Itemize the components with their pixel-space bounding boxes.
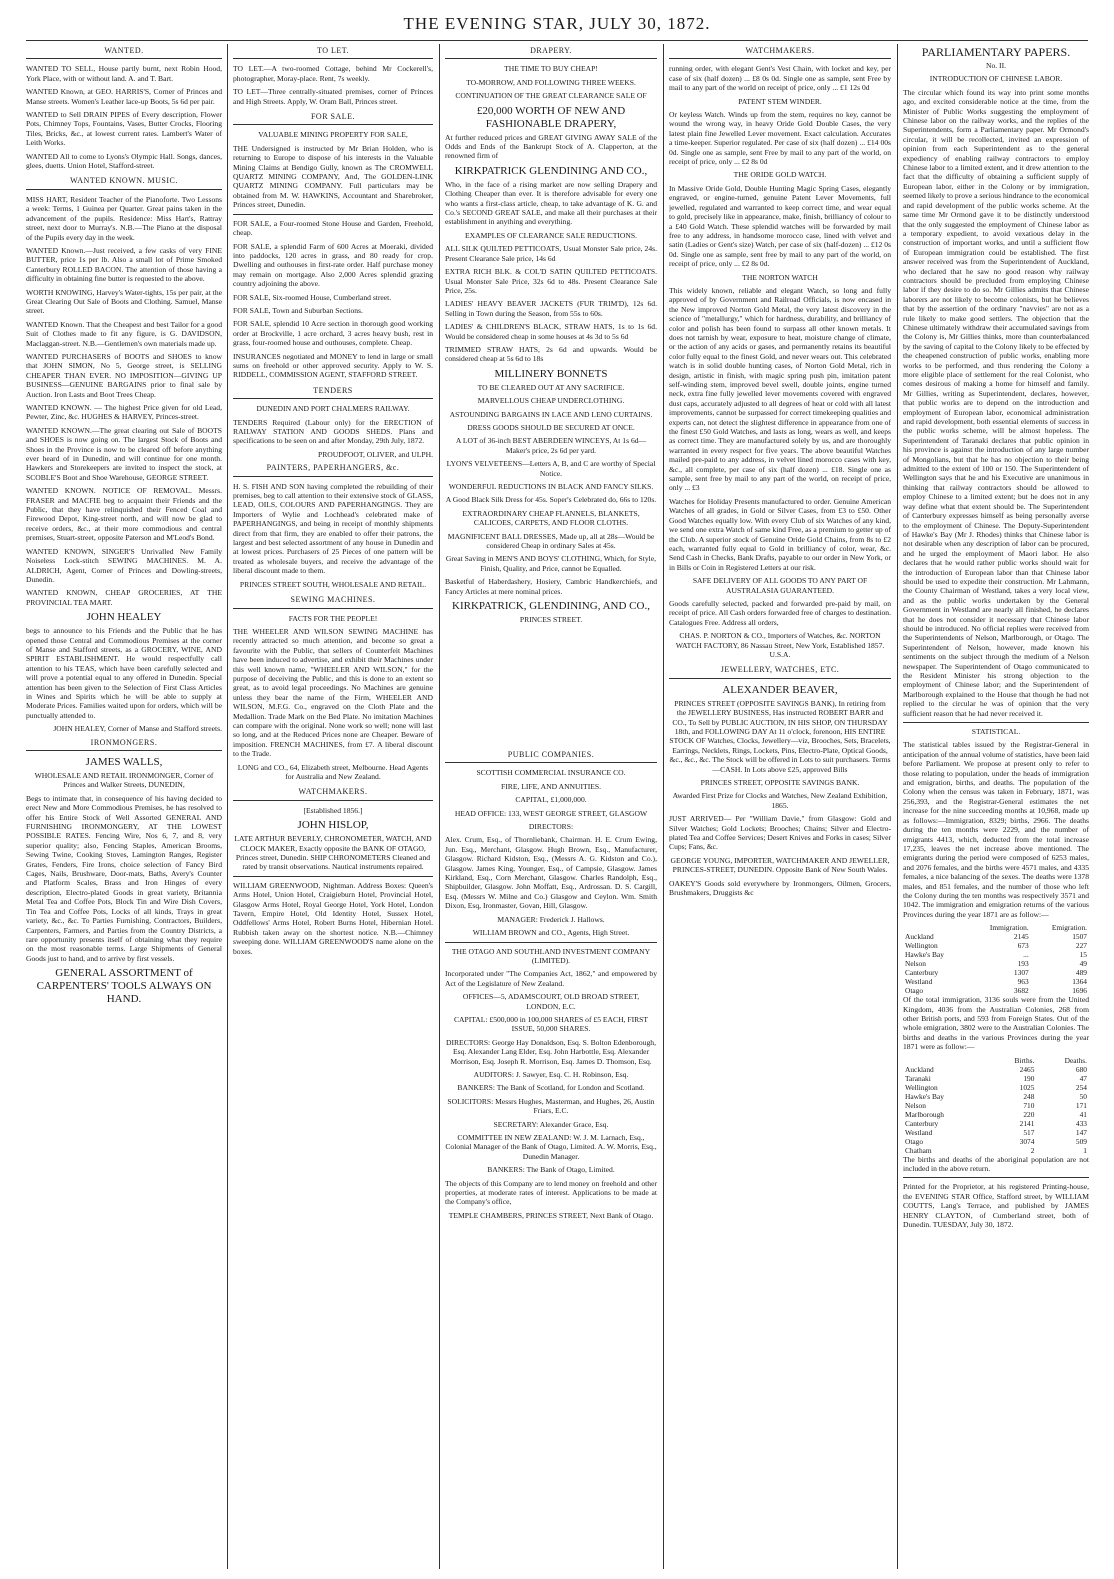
drapery-line: EXTRAORDINARY CHEAP FLANNELS, BLANKETS, CALICOES, CARPETS, AND FLOOR CLOTHS.	[462, 508, 640, 528]
watch-title: THE NORTON WATCH	[742, 272, 818, 282]
table-header: Emigration.	[1051, 923, 1087, 933]
ad: WANTED TO SELL, House partly burnt, next Robin Hood, York Place, with or without land. A. and T. Bart.	[26, 64, 222, 83]
table-cell: Wellington	[905, 941, 938, 951]
table-cell: Otago	[905, 1136, 924, 1146]
railway-title: DUNEDIN AND PORT CHALMERS RAILWAY.	[256, 404, 410, 414]
ad-healey: begs to announce to his Friends and the Public that he has opened those Central and Commodious Premises at the corner of Manse and Stafford streets, as a GROCERY, WINE, AND SPIRIT ESTABLISHMENT. He would respectfully call attention to his TEAS, which have been carefully selected and will prove a potential equal to any offered in Dunedin. Special attention has been given to the Selection of First Class Articles in Wines and Spirits which he will be able to supply at Moderate Prices. Families waited upon for orders, which will be punctually attended to.	[26, 626, 222, 720]
statistical-body: The statistical tables issued by the Registrar-General in anticipation of the annual volume of statistics, have been laid before Parliament. We propose at present only to refer to those relating to population, under the heads of immigration and emigration, births, and deaths. The population of the Colony when the census was taken in February, 1871, was 256,393, and the Registrar-General estimates the net increase for the nine succeeding months at 10,968, made up as follows:—Immigration, 8329; births, 2966. The deaths during the ten months were 2229, and the number of emigrants 4413, which, deducted from the total increase 17,235, leaves the net increase above mentioned. The emigrants during the period were composed of 6253 males, and 2076 females, and the births were 4571 males, and 4335 females, a nice balancing of the sexes. The deaths were 1378 males, and 851 females, and the number of those who left the Colony during the ten months was respectively 3571 and 1042. The immigration and emigration returns of the various Provinces during the year 1871 are as follow:—	[903, 740, 1089, 919]
secretary: SECRETARY: Alexander Grace, Esq.	[493, 1119, 609, 1129]
column-parliamentary	[903, 44, 1089, 1569]
table-cell: 227	[1075, 941, 1087, 951]
manager: MANAGER: Frederick J. Hallows.	[497, 914, 605, 924]
drapery-line: A Good Black Silk Dress for 45s. Soper's Celebrated do, 66s to 120s.	[445, 495, 657, 505]
table-row	[903, 1128, 1089, 1137]
table-row	[903, 950, 1089, 959]
column-divider	[897, 44, 898, 1569]
section-header-tenders: TENDERS	[233, 384, 433, 399]
section-header-music: WANTED KNOWN. MUSIC.	[26, 174, 222, 189]
table-cell: 517	[1023, 1127, 1035, 1137]
sale-item: ALL SILK QUILTED PETTICOATS, Usual Monster Sale price, 24s. Present Clearance Sale price, 14s 6d	[445, 244, 657, 263]
table-cell: 680	[1075, 1064, 1087, 1074]
drapery-line: MAGNIFICENT BALL DRESSES, Made up, all at 28s—Would be considered Cheap in ordinary Sales at 45s.	[447, 531, 655, 551]
ad: TO LET.—A two-roomed Cottage, behind Mr Cockerell's, photographer, Moray-place. Rent, 7s weekly.	[233, 64, 433, 83]
footer-line: GENERAL ASSORTMENT of CARPENTERS' TOOLS ALWAYS ON HAND.	[36, 967, 212, 1006]
parliamentary-title: PARLIAMENTARY PAPERS.	[921, 45, 1071, 59]
company-subtitle: FIRE, LIFE, AND ANNUITIES.	[501, 781, 601, 791]
ad: FOR SALE, a splendid Farm of 600 Acres at Moeraki, divided into paddocks, 120 acres in grass, and 80 ready for crop. Dwelling and outhouses in first-rate order. Half purchase money may remain on mortgage. Also 2,000 Acres splendid grazing country adjoining the above.	[233, 241, 433, 289]
section-header-for-sale: FOR SALE.	[233, 110, 433, 125]
table-row	[903, 959, 1089, 968]
ad: WANTED Known, at GEO. HARRIS'S, Corner of Princes and Manse streets. Women's Leather lace-up Boots, 5s 6d per pair.	[26, 87, 222, 106]
births-deaths-table	[903, 1056, 1089, 1155]
table-cell: 1025	[1019, 1082, 1035, 1092]
company-text: Incorporated under "The Companies Act, 1862," and empowered by Act of the Legislature of New Zealand.	[445, 969, 657, 988]
table-cell: 190	[1023, 1073, 1035, 1083]
company-office: OFFICES—5, ADAMSCOURT, OLD BROAD STREET, LONDON, E.C.	[462, 992, 640, 1011]
section-header-wanted: WANTED.	[26, 44, 222, 59]
table-cell: Canterbury	[905, 1118, 939, 1128]
table-row	[903, 1146, 1089, 1155]
ad: FOR SALE, a Four-roomed Stone House and Garden, Freehold, cheap.	[233, 218, 433, 238]
company-title: SCOTTISH COMMERCIAL INSURANCE CO.	[476, 768, 626, 778]
table-cell: 1	[1083, 1145, 1087, 1155]
divider	[903, 1177, 1089, 1178]
table-cell: Hawke's Bay	[905, 1091, 944, 1101]
table-row	[903, 1065, 1089, 1074]
ad: WANTED PURCHASERS of BOOTS and SHOES to know that JOHN SIMON, No 5, George street, is SELLING CHEAPER THAN EVER. NO IMPOSITION—GIVING UP BUSINESS—GENUINE BARGAINS prior to final sale by Auction. Iron Lasts and Boot Trees Cheap.	[26, 351, 222, 399]
ad-signature: JOHN HEALEY, Corner of Manse and Stafford streets.	[53, 724, 222, 734]
divider	[903, 722, 1089, 723]
section-header-to-let: TO LET.	[233, 44, 433, 59]
immigration-table	[903, 923, 1089, 995]
company-capital: CAPITAL, £1,000,000.	[515, 795, 587, 805]
ad-greenwood: WILLIAM GREENWOOD, Nightman. Address Boxes: Queen's Arms Hotel, Union Hotel, Craigieburn Hotel, Provincial Hotel, Glasgow Arms Hotel, Royal George Hotel, York Hotel, London Tavern, Empire Hotel, Old Identity Hotel, Sussex Hotel, Oddfellows' Arms Hotel, Robert Burns Hotel, Hibernian Hotel. Rubbish taken away on the shortest notice. N.B.—Chimney sweeping done. WILLIAM GREENWOOD'S name alone on the boxes.	[233, 880, 433, 956]
hislop-name: JOHN HISLOP,	[297, 819, 369, 832]
table-cell: Westland	[905, 977, 933, 987]
column-wanted	[26, 44, 222, 1569]
table-header	[903, 1056, 989, 1065]
section-header-ironmongers: IRONMONGERS.	[26, 736, 222, 751]
table-row	[903, 1101, 1089, 1110]
walls-subtitle: WHOLESALE AND RETAIL IRONMONGER, Corner of Princes and Walker Streets, DUNEDIN,	[34, 771, 214, 790]
nz-committee: COMMITTEE IN NEW ZEALAND: W. J. M. Larnach, Esq., Colonial Manager of the Bank of Otago, Limited. A. W. Morris, Esq., Dunedin Manager.	[445, 1133, 657, 1161]
table-cell: Wellington	[905, 1082, 938, 1092]
drapery-paragraph: At further reduced prices and GREAT GIVING AWAY SALE of the Odds and Ends of the Bankrupt Stock of A. Clapperton, at the renowned firm of	[445, 132, 657, 161]
ad: FOR SALE, Six-roomed House, Cumberland street.	[233, 292, 392, 302]
table-cell: 489	[1075, 968, 1087, 978]
table-cell: 1307	[1013, 968, 1029, 978]
safe-delivery: SAFE DELIVERY OF ALL GOODS TO ANY PART OF AUSTRALASIA GUARANTEED.	[692, 576, 868, 595]
statistical-title: STATISTICAL.	[971, 727, 1021, 737]
table-cell: Westland	[905, 1127, 933, 1137]
beaver-name: ALEXANDER BEAVER,	[722, 683, 838, 696]
table-cell: Otago	[905, 986, 924, 996]
examples-title: EXAMPLES OF CLEARANCE SALE REDUCTIONS.	[465, 230, 637, 240]
table-cell: 49	[1079, 959, 1087, 969]
table-cell: Auckland	[905, 1064, 934, 1074]
divider	[233, 876, 433, 877]
sewing-title: FACTS FOR THE PEOPLE!	[288, 613, 378, 623]
table-row	[903, 968, 1089, 977]
column-divider	[663, 44, 664, 1569]
table-cell: 3682	[1013, 986, 1029, 996]
company-title: THE OTAGO AND SOUTHLAND INVESTMENT COMPANY (LIMITED).	[451, 946, 651, 965]
millinery-subtitle: TO BE CLEARED OUT AT ANY SACRIFICE.	[477, 382, 625, 392]
millinery-title: MILLINERY BONNETS	[494, 367, 608, 380]
table-header-row	[903, 1056, 1089, 1065]
sale-item: LADIES' HEAVY BEAVER JACKETS (FUR TRIM'D), 12s 6d. Selling in Town during the Season, from 55s to 60s.	[445, 299, 657, 318]
statistical-body: Of the total immigration, 3136 souls were from the United Kingdom, 4036 from the Australian Colonies, 268 from other British ports, and 593 from Foreign States. Out of the whole emigration, 3802 were to the Australian Colonies. The births and deaths in the various Provinces during the year 1871 were as follow:—	[903, 995, 1089, 1052]
table-cell: 509	[1075, 1136, 1087, 1146]
ad-oakey: OAKEY'S Goods sold everywhere by Ironmongers, Oilmen, Grocers, Brushmakers, Druggists &c	[669, 878, 891, 898]
table-row	[903, 1092, 1089, 1101]
watch-text: In Massive Oride Gold, Double Hunting Magic Spring Cases, elegantly engraved, or engine-turned, genuine Patent Lever Movements, full jewelled, regulated and warranted to keep correct time, and wear equal to gold, precisely like in appearance, make, finish, brilliancy of colour to a £40 Gold Watch. These splendid watches will be forwarded by mail free to any address, in handsome morocco case, lined with velvet and satin (Ladies or Gent's size) Watch, per case of six (half-dozen) ... £12 0s 0d. Single one as sample, sent free by mail to any part of the world, on receipt of price, only ... £2 8s 0d.	[669, 183, 891, 269]
table-body	[903, 932, 1089, 995]
table-row	[903, 1119, 1089, 1128]
table-cell: 47	[1079, 1073, 1087, 1083]
ad: WANTED KNOWN, SINGER'S Unrivalled New Family Noiseless Lock-stitch SEWING MACHINES. M. A. ALDRICH, Agent, Corner of Princes and Dowling-streets, Dunedin.	[26, 546, 222, 584]
drapery-line: MARVELLOUS CHEAP UNDERCLOTHING.	[477, 396, 625, 406]
table-cell: 220	[1023, 1109, 1035, 1119]
ad-arrived: JUST ARRIVED— Per "William Davie," from Glasgow: Gold and Silver Watches; Gold Lockets; Brooches; Chains; Silver and Electro-plated Tea and Coffee Services; Desert Knives and Forks in cases; Silver Cups; Fans, &c.	[669, 814, 891, 852]
table-header	[903, 923, 967, 932]
table-header: Immigration.	[989, 923, 1029, 933]
ad-address: PRINCES STREET, OPPOSITE SAVINGS BANK.	[700, 778, 860, 788]
ad: WANTED Known. That the Cheapest and best Tailor for a good Suit of Clothes made to fit any figure, is G. DAVIDSON, Maclaggan-street. N.B.—Gentlemen's own materials made up.	[26, 319, 222, 348]
table-cell: Nelson	[905, 1100, 926, 1110]
table-cell: 1507	[1072, 932, 1087, 942]
ad-sewing: THE WHEELER AND WILSON SEWING MACHINE has recently attracted so much attention, and become so great a favourite with the Public, that sellers of Counterfeit Machines have been induced to advertise, and exhibit their Machines under this well known name, "WHEELER AND WILSON," for the purpose of deceiving the Public, and this is done to an extent so great, as to avoid legal proceedings. No Machines are genuine unless they bear the name of the Firm, WHEELER AND WILSON, M.F.G. Co., engraved on the Cloth Plate and the Medallion. Trade Mark on the Bed Plate. No imitation Machines can compare with the original. None work so well; none will last so long, and at the Reduced Prices none are Cheaper. Beware of imposition. FRENCH MACHINES, from £7. A liberal discount to the Trade.	[233, 626, 433, 759]
watch-text: Watches for Holiday Presents manufactured to order. Genuine American Watches of all grades, in Gold or Silver Cases, from £3 to £50. Other Good Watches equally low. With every Club of six Watches of any kind, we send one extra Watch of same kind Free, as a premium to getter up of the Club. A superior stock of Genuine Oride Gold Chains, from 8s to £2 each, warranted fully equal to Gold in brilliancy of color, wear, &c. Send Cash in Checks, Bank Drafts, payable to our order in New York, or in Bills or Coin in Registered Letters at our risk.	[669, 496, 891, 572]
table-cell: 1364	[1072, 977, 1087, 987]
table-row	[903, 941, 1089, 950]
ad: TO LET—Three centrally-situated premises, corner of Princes and High Streets. Apply, W. Oram Ball, Princes street.	[233, 87, 433, 106]
section-header-painters: PAINTERS, PAPERHANGERS, &c.	[233, 461, 433, 476]
company-capital: CAPITAL: £500,000 in 100,000 SHARES of £5 EACH, FIRST ISSUE, 50,000 SHARES.	[453, 1014, 649, 1034]
drapery-line: A LOT of 36-inch BEST ABERDEEN WINCEYS, At 1s 6d—Maker's price, 2s 6d per yard.	[455, 436, 647, 455]
table-cell: 15	[1079, 950, 1087, 960]
watch-text: Goods carefully selected, packed and forwarded pre-paid by mail, on receipt of price. All Cash orders forwarded free of charges to destination. Catalogues Free. Address all orders,	[669, 598, 891, 627]
drapery-line: ASTOUNDING BARGAINS IN LACE AND LENO CURTAINS.	[449, 409, 653, 419]
ad-hislop: LATE ARTHUR BEVERLY, CHRONOMETER, WATCH, AND CLOCK MAKER, Exactly opposite the BANK OF OTAGO, Princes street, Dunedin. SHIP CHRONOMETERS Cleaned and rated by transit observations. Nautical instruments repaired.	[234, 834, 432, 872]
ad-insurance: INSURANCES negotiated and MONEY to lend in large or small sums on freehold or other approved security. Apply to W. S. RIDDELL, COMMISSION AGENT, STAFFORD STREET.	[233, 351, 433, 380]
table-cell: 2145	[1013, 932, 1029, 942]
table-cell: 710	[1023, 1100, 1035, 1110]
ad-young: GEORGE YOUNG, IMPORTER, WATCHMAKER AND JEWELLER, PRINCES-STREET, DUNEDIN. Opposite Bank of New South Wales.	[670, 855, 890, 875]
column-divider	[439, 44, 440, 1569]
ad-painters: H. S. FISH AND SON having completed the rebuilding of their premises, beg to call attention to their extensive stock of GLASS, LEAD, OILS, COLOURS AND PAPERHANGINGS. They are Importers of Wylie and Lochhead's celebrated make of PAPERHANGINGS, and being in receipt of monthly shipments direct from that firm, they are enabled to offer their patrons, the largest and best selected assortment of any house in Dunedin and at lowest prices. Purchasers of 25 Pieces of one pattern will be treated as wholesale buyers, and receive the advantage of the liberal discount made to them.	[233, 481, 433, 576]
ad: FOR SALE, splendid 10 Acre section in thorough good working order at Brockville, 1 acre orchard, 3 acres heavy bush, rest in grass, four-roomed house and outhouses, complete. Cheap.	[233, 319, 433, 348]
table-cell: 248	[1023, 1091, 1035, 1101]
parliamentary-body: The circular which found its way into print some months ago, and excited considerable notice at the time, from the Minister of Public Works suggesting the employment of Chinese labor on the railway works, and the replies of the Superintendents, form a Parliamentary paper. Mr Ormond's circular, it will be recollected, invited an expression of opinion from each Superintendent as to the general expediency of enabling railway contractors to employ Chinese labor to a limited extent, and it drew attention to the fact that the difficulty of obtaining a sufficient supply of European labor, either in the Colony or by immigration, seemed likely to prove a serious hindrance to the economical and rapid development of the public works scheme. At the same time Mr Ormond gave it to be distinctly understood that the only suggested the employment of Chinese labor as a temporary expedient, to avoid vexatious delay in the construction of important works, and until a sufficient flow of European immigration could be established. The first answer received was from the Superintendent of Auckland, who declared that he saw no good reason why railway contractors should be precluded from employing Chinese labor if they desire to do so. Mr Gillies admits that Chinese laborers are not likely to become colonists, but he believes that by the assertion of the ordinary "navvies" are not as a rule likely to make good settlers. The objection that the Chinese ultimately withdraw their accumulated savings from the Colony is, Mr Gillies thinks, more than counterbalanced by the saving of capital to the Colony likely to be effected by the cheapened construction of public works, enabling more works to be performed, and thus rendering the Colony a more eligible place of settlement for the real Colonist, who comes desirous of making a home for himself and family. Mr Gillies, writing as Superintendent, declares, however, that public works are to depend on the introduction and employment of European labor, economical administration and rapid development, both essential elements of success in the public works scheme, will be almost hopeless. The Superintendent of Taranaki declares that public opinion in his province is against the introduction of any large number of Mongolians, but that he has no objection to their being admitted to the extent of 100 or 150. The Superintendent of Wellington says that he and his Executive are unanimous in thinking that railway contractors should be allowed to employ Chinese to a limited extent; but he does not in any way define what that extent should be. The Superintendent of Canterbury expresses himself as being personally averse to the employment of Chinese. The Deputy-Superintendent of Hawke's Bay (Mr J. Rhodes) thinks that Chinese labor is not desirable when any description of labor can be procured, and he urged the employment of Maori labor. He also declares that he would rather public works should wait for the introduction of European labor than that Chinese labor should be used to expedite their construction. Mr Lahmann, the County Chairman of Westland, takes a very local view, and as the public works undertaken by the General Government in Westland are nearly all finished, he declares that he does not consider it necessary that Chinese labor should be introduced. No official replies were received from the Superintendents of Nelson, Marlborough, or Otago. The Superintendent of Nelson, however, made known his sentiments on the subject through the medium of a Nelson newspaper. The Superintendent of Otago communicated to the Resident Minister his strong objection to the employment of Chinese labor; and the Superintendent of Marlborough explained to the House that though he had not replied to the circular he was of opinion that the very sufficient reason that he had never received it.	[903, 87, 1089, 718]
agents: WILLIAM BROWN and CO., Agents, High Street.	[472, 928, 630, 938]
directors-label: DIRECTORS:	[528, 822, 574, 832]
ad-signature: CHAS. P. NORTON & CO., Importers of Watches, &c. NORTON WATCH FACTORY, 86 Nassau Street, New York, Established 1857. U.S.A.	[675, 631, 885, 659]
table-row	[903, 986, 1089, 995]
ad: WANTED KNOWN. — The highest Price given for old Lead, Pewter, Zinc, &c. HUGHES & HARVEY, Princes-street.	[26, 403, 222, 422]
column-drapery	[445, 44, 657, 744]
table-cell: ...	[1023, 950, 1029, 960]
drapery-headline: CONTINUATION OF THE GREAT CLEARANCE SALE OF	[455, 91, 647, 101]
ad: WANTED KNOWN, CHEAP GROCERIES, AT THE PROVINCIAL TEA MART.	[26, 588, 222, 607]
table-cell: Hawke's Bay	[905, 950, 944, 960]
drapery-main-headline: £20,000 WORTH OF NEW AND FASHIONABLE DRAPERY,	[476, 104, 626, 130]
directors-list: DIRECTORS: George Hay Donaldson, Esq. S. Bolton Edenborough, Esq. Alexander Lang Elder, Esq. John Harbottle, Esq. Alexander Morrison, Esq. Joseph R. Morrison, Esq. James D. Thomson, Esq.	[445, 1037, 656, 1066]
watch-text: Or keyless Watch. Winds up from the stem, requires no key, cannot be wound the wrong way, in heavy Oride Gold Double Cases, the very latest plain fine Jewelled Lever movement. Exact calculation. Accurates a time-keeper. Superior regulated. Per case of six (half dozen) ... £14 00s 0d. Single one as sample, sent Free by mail to any part of the world, on receipt of price, only ... £2 8s 0d	[669, 110, 891, 167]
table-cell: 2	[1030, 1145, 1035, 1155]
watch-text: running order, with elegant Gent's Vest Chain, with locket and key, per case of six (half dozen) ... £8 0s 0d. Single one as sample, sent Free by mail to any part of the world on receipt of price, only ... £1 12s 0d	[669, 64, 891, 93]
paper-subtitle: INTRODUCTION OF CHINESE LABOR.	[929, 74, 1063, 84]
watch-text: This widely known, reliable and elegant Watch, so long and fully approved of by Government and Railroad Officials, is now encased in the New improved Norton Gold Metal, the very latest discovery in the science of "metallurgy," which for hardness, durability, and brilliancy of color and polish has been found to surpass all other known metals. It does not tarnish by wear, exposure to heat, moisture change of climate, or the action of any acids or gases, and permanently retains its beautiful color fully equal to the finest Gold, and never wears out. This celebrated watch is in solid double hunting cases, of Norton Gold Metal, rich in design, artistic in finish, with magic spring push pin, imitation patent self-winding stem, improved bevel swell, double joints, engine turned neck, extra fine fully jewelled lever movements covered with engraved dust caps, accurately adjusted to all degrees of heat or cold with all latest improvements, cannot be surpassed for correct timekeeping qualities and experts can, not detect the slightest difference in appearance from one of the finest £50 Gold Watches, and lasts as long, wears as well, and keeps as correct time. They are manufactured solely by us, and are thoroughly warranted in every respect for five years. The above beautiful Watches mailed pre-paid to any address, in velvet lined morocco cases with key, &c., all complete, per case of six (half dozen) ... £18. Single one as sample, sent free by mail to any part of the world, on receipt of price, only ... £3	[669, 285, 891, 493]
sale-item: EXTRA RICH BLK. & COL'D SATIN QUILTED PETTICOATS. Usual Monster Sale Price, 32s 6d to 48s. Present Clearance Sale Price, 25s.	[445, 267, 657, 295]
table-cell: 1696	[1072, 986, 1087, 996]
auditors: AUDITORS: J. Sawyer, Esq. C. H. Robinson, Esq.	[473, 1069, 629, 1079]
ad: WANTED KNOWN.—The great clearing out Sale of BOOTS and SHOES is now going on. The largest Stock of Boots and Shoes in the Province is now to be cleared off before anything ever heard of in Dunedin, and will continue for one month. Hawkers and Storekeepers are invited to inspect the stock, at SCOBLE'S Boot and Shoe Warehouse, GEORGE STREET.	[26, 425, 222, 482]
firm-name: KIRKPATRICK, GLENDINING, AND CO.,	[452, 600, 650, 613]
table-row	[903, 1083, 1089, 1092]
table-cell: Taranaki	[905, 1073, 931, 1083]
drapery-paragraph: Who, in the face of a rising market are now selling Drapery and Clothing Cheaper than ever. It is therefore advisable for every one who wants a first-class article, cheap, to take advantage of K. G. and Co.'s SECOND GREAT SALE, and make all their purchases at their establishment in anything and everything.	[445, 179, 657, 227]
ad: WANTED All to come to Lyons's Olympic Hall. Songs, dances, glees, duetts. Union Hotel, Stafford-street.	[26, 151, 222, 171]
ad: WANTED to Sell DRAIN PIPES of Every description, Flower Pots, Chimney Tops, Fountains, Vases, Butter Crocks, Flooring Tiles, Bricks, &c., at lowest current rates. Lambert's Water of Leith Works.	[26, 110, 222, 148]
ad-signature: PRINCES STREET SOUTH, WHOLESALE AND RETAIL.	[239, 579, 427, 589]
section-header-jewellery: JEWELLERY, WATCHES, ETC.	[669, 663, 891, 678]
table-cell: Chatham	[905, 1145, 932, 1155]
table-row	[903, 1074, 1089, 1083]
drapery-line: WONDERFUL REDUCTIONS IN BLACK AND FANCY SILKS.	[448, 482, 654, 491]
watch-title: THE ORIDE GOLD WATCH.	[733, 170, 827, 180]
solicitors: SOLICITORS: Messrs Hughes, Masterman, and Hughes, 26, Austin Friars, E.C.	[447, 1096, 655, 1116]
drapery-headline: THE TIME TO BUY CHEAP!	[504, 64, 598, 74]
drapery-line: LYON'S VELVETEENS—Letters A, B, and C are worthy of Special Notice.	[446, 459, 656, 478]
healey-name: JOHN HEALEY	[86, 611, 162, 624]
table-row	[903, 1110, 1089, 1119]
table-row	[903, 977, 1089, 986]
column-watchmakers	[669, 44, 891, 1569]
ad-railway: TENDERS Required (Labour only) for the ERECTION of RAILWAY STATION AND GOODS SHEDS. Plans and specifications to be seen on and after Monday, 29th July, 1872.	[233, 417, 433, 446]
table-cell: 50	[1079, 1091, 1087, 1101]
section-header-public-companies: PUBLIC COMPANIES.	[445, 748, 657, 763]
table-cell: Auckland	[905, 932, 934, 942]
company-objects: The objects of this Company are to lend money on freehold and other properties, at moderate rates of interest. Applications to be made at the Company's office,	[445, 1178, 657, 1207]
table-cell: 963	[1017, 977, 1029, 987]
ad: WORTH KNOWING, Harvey's Water-tights, 15s per pair, at the Great Clearing Out Sale of Boots and Clothing. Samuel, Manse street.	[26, 287, 222, 316]
drapery-line: DRESS GOODS SHOULD BE SECURED AT ONCE.	[467, 422, 635, 432]
bankers: BANKERS: The Bank of Scotland, for London and Scotland.	[457, 1083, 645, 1093]
table-cell: 41	[1079, 1109, 1087, 1119]
sale-item: TRIMMED STRAW HATS, 2s 6d and upwards. Would be considered cheap at 5s 6d to 18s	[445, 344, 657, 364]
watch-title: PATENT STEM WINDER.	[738, 96, 822, 106]
firm-address: PRINCES STREET.	[519, 615, 583, 625]
firm-name: KIRKPATRICK GLENDINING AND CO.,	[454, 164, 648, 177]
drapery-headline: TO-MORROW, AND FOLLOWING THREE WEEKS.	[466, 77, 636, 87]
table-cell: 254	[1075, 1082, 1087, 1092]
directors-list: Alex. Crum, Esq., of Thornliebank, Chairman. H. E. Crum Ewing, Jun. Esq., Merchant, Glasgow. Hugh Brown, Esq., Manufacturer, Glasgow. Richard Kidston, Esq., (Messrs A. G. Kidston and Co.), Glasgow. James King, Younger, Esq., of Campsie, Glasgow. James Kirkland, Esq., Corn Merchant, Glasgow. Charles Randolph, Esq., Shipbuilder, Glasgow. John Moffatt, Esq., Ardrossan. D. S. Cargill, Esq. (Messrs W. Milne and Co.) Glasgow and Ceylon. Wm. Smith Dixon, Esq, Ironmaster, Govan, Hill, Glasgow.	[445, 835, 657, 911]
masthead-rule	[26, 40, 1088, 41]
divider	[445, 942, 657, 943]
table-cell: Canterbury	[905, 968, 939, 978]
ad: WANTED KNOWN. NOTICE OF REMOVAL. Messrs. FRASER and MACFIE beg to acquaint their Friends and the Public, that they have relinquished their Fenced Coal and Firewood Depot, King-street north, and will now be glad to receive orders, &c., at their more commodious and central premises, Stuart-street, opposite Paterson and M'Leod's Bond.	[26, 486, 222, 543]
section-header-drapery: DRAPERY.	[445, 44, 657, 59]
statistical-body: The births and deaths of the aboriginal population are not included in the above return.	[903, 1154, 1089, 1173]
table-header: Births.	[1014, 1055, 1035, 1065]
ad-signature: PROUDFOOT, OLIVER, and ULPH.	[317, 449, 433, 459]
section-header-watchmakers: WATCHMAKERS.	[233, 785, 433, 800]
table-header: Deaths.	[1064, 1055, 1087, 1065]
table-cell: 171	[1075, 1100, 1087, 1110]
divider	[233, 214, 433, 215]
table-header-row	[903, 923, 1089, 932]
column-divider	[227, 44, 228, 1569]
table-row	[903, 1137, 1089, 1146]
colophon: Printed for the Proprietor, at his registered Printing-house, the EVENING STAR Office, Stafford street, by WILLIAM COUTTS, Lang's Terrace, and published by JAMES HENRY CLAYTON, of Cumberland street, both of Dunedin. TUESDAY, July 30, 1872.	[903, 1182, 1089, 1230]
ad-mining: THE Undersigned is instructed by Mr Brian Holden, who is returning to Europe to dispose of his interests in the Valuable Mining Claims at Bendigo Gully, known as The CROMWELL QUARTZ MINING COMPANY, And, The GOLDEN-LINK QUARTZ MINING COMPANY. Full particulars may be obtained from M. W. HAWKINS, Accountant and Sharebroker, Princes street, Dunedin.	[233, 143, 433, 210]
company-address: TEMPLE CHAMBERS, PRINCES STREET, Next Bank of Otago.	[448, 1210, 654, 1220]
table-cell: 673	[1017, 941, 1029, 951]
ad-beaver: PRINCES STREET (OPPOSITE SAVINGS BANK), In retiring from the JEWELLERY BUSINESS, Has instructed ROBERT BARR and CO., To Sell by PUBLIC AUCTION, IN HIS SHOP, ON THURSDAY 18th, and FOLLOWING DAY At 11 o'clock, forenoon, HIS ENTIRE STOCK OF Watches, Clocks, Jewellery—viz, Brooches, Sets, Bracelets, Earrings, Necklets, Rings, Lockets, Pins, Electro-Plate, Optical Goods, &c., &c., &c. The Stock will be offered in Lots to suit purchasers. Terms—CASH. In Lots above £25, approved Bills	[669, 698, 891, 774]
table-cell: 3074	[1019, 1136, 1035, 1146]
drapery-line: Basketful of Haberdashery, Hosiery, Cambric Handkerchiefs, and Fancy Articles at mere nominal prices.	[445, 577, 657, 596]
ad: FOR SALE, Town and Suburban Sections.	[233, 305, 363, 315]
table-cell: Marlborough	[905, 1109, 944, 1119]
drapery-line: Great Saving in MEN'S AND BOYS' CLOTHING, Which, for Style, Finish, Quality, and Price, cannot be Equalled.	[445, 554, 657, 573]
ad-signature: LONG and CO., 64, Elizabeth street, Melbourne. Head Agents for Australia and New Zealand.	[237, 762, 429, 781]
table-cell: Nelson	[905, 959, 926, 969]
column-to-let	[233, 44, 433, 1569]
ad-walls: Begs to intimate that, in consequence of his having decided to erect New and More Commodious Premises, he has resolved to offer his Entire Stock of Well Assorted GENERAL AND FURNISHING IRONMONGERY, AT THE LOWEST POSSIBLE RATES. Fencing Wire, Nos 6, 7, and 8, very superior quality; also, Fencing Staples, American Brooms, Sewing Twine, Cooking Stoves, Lamington Ranges, Register Grates, Fenders, Fire Irons, choice selection of Fancy Bird Cages, Nails, Brushware, Door-mats, Baths, Avery's Counter and Platform Scales, Brass and Iron Hinges of every description, Electro-plated Goods in great variety, Britannia Metal Tea and Coffee Pots, Block Tin and Wire Dish Covers, Tin Tea and Coffee Pots, Locks of all kinds, Trays in great variety, &c., &c. To Parties Furnishing, Contractors, Builders, Carpenters, Farmers, and Parties from the Country Districts, a rare opportunity presents itself of obtaining what they require on the most reasonable terms. Large Shipments of General Goods just to hand, and to arrive by first vessels.	[26, 793, 222, 963]
table-row	[903, 932, 1089, 941]
established-note: [Established 1856.]	[303, 805, 363, 815]
bankers: BANKERS: The Bank of Otago, Limited.	[487, 1165, 615, 1175]
table-body	[903, 1065, 1089, 1155]
ad-music: MISS HART, Resident Teacher of the Pianoforte. Two Lessons a week: Terms, 1 Guinea per Quarter. Great pains taken in the advancement of the pupils. Residence: Miss Hart's, Rattray street, next door to Murray's. N.B.—The Piano at the disposal of the Pupils every day in the week.	[26, 194, 222, 242]
section-header-sewing: SEWING MACHINES.	[233, 593, 433, 608]
sale-item: LADIES' & CHILDREN'S BLACK, STRAW HATS, 1s to 1s 6d. Would be considered cheap in some houses at 4s 3d to 5s 6d	[445, 322, 657, 341]
table-cell: 2141	[1019, 1118, 1035, 1128]
section-header-watchmakers: WATCHMAKERS.	[669, 44, 891, 59]
table-cell: 193	[1017, 959, 1029, 969]
column-public-companies	[445, 748, 657, 1569]
ad: WANTED Known.—Just received, a few casks of very FINE BUTTER, price 1s per lb. Also a small lot of Prime Smoked Canterbury ROLLED BACON. The attention of those having a difficulty in obtaining fine butter is requested to the above.	[26, 245, 222, 284]
paper-number: No. II.	[985, 61, 1007, 70]
walls-name: JAMES WALLS,	[85, 756, 163, 768]
company-office: HEAD OFFICE: 133, WEST GEORGE STREET, GLASGOW	[454, 808, 648, 818]
table-cell: 147	[1075, 1127, 1087, 1137]
table-cell: 433	[1075, 1118, 1087, 1128]
masthead: THE EVENING STAR, JULY 30, 1872.	[403, 14, 711, 33]
mining-title: VALUABLE MINING PROPERTY FOR SALE,	[258, 130, 408, 140]
table-cell: 2465	[1019, 1064, 1035, 1074]
award: Awarded First Prize for Clocks and Watches, New Zealand Exhibition, 1865.	[672, 791, 888, 810]
